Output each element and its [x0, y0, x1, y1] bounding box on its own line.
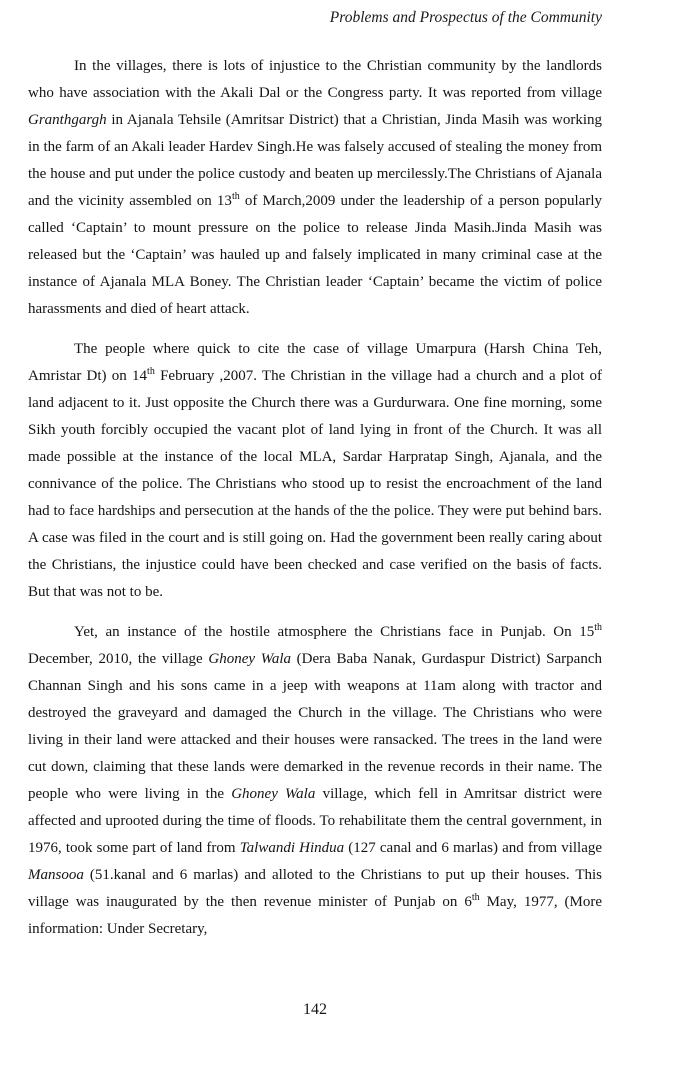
paragraph — [28, 53, 602, 323]
document-page — [28, 8, 602, 943]
paragraph — [28, 336, 602, 606]
paragraph — [28, 619, 602, 943]
text-run: (Dera Baba Nanak, Gurdaspur District) Sarpanch Channan Singh and his sons came in a jeep with weapons at 11am along with tractor and destroyed the graveyard and damaged the Church in the village. The Christians who were living in their land were attacked and their houses were ransacked. The trees in the land were cut down, claiming that these lands were demarked in the revenue records in their name. The people who were living in the — [28, 651, 602, 802]
page-number: 142 — [303, 1001, 327, 1018]
text-run: December, 2010, the village — [28, 651, 209, 667]
italic-run: Talwandi Hindua — [239, 840, 345, 856]
italic-run: Ghoney Wala — [208, 651, 291, 667]
text-run: (51.kanal and 6 marlas) and alloted to the Christians to put up their houses. This village was inaugurated by the then revenue minister of Punjab on 6 — [28, 867, 602, 910]
text-run: The people where quick to cite the case of village Umarpura (Harsh China Teh, Amristar Dt) on 14 — [28, 341, 602, 384]
superscript-run: th — [147, 366, 155, 377]
text-run: February ,2007. The Christian in the village had a church and a plot of land adjacent to it. Just opposite the Church there was a Gurdurwara. One fine morning, some Sikh youth forcibly occupied the vacant plot of land lying in front of the Church. It was all made possible at the instance of the local MLA, Sardar Harpratap Singh, Ajanala, and the connivance of the police. The Christians who stood up to resist the encroachment of the land had to face hardships and persecution at the hands of the the police. They were put behind bars. A case was filed in the court and is still going on. Had the government been really caring about the Christians, the injustice could have been checked and case verified on the basis of facts. But that was not to be. — [28, 368, 602, 600]
text-run: in Ajanala Tehsile (Amritsar District) that a Christian, Jinda Masih was working in the farm of an Akali leader Hardev Singh.He was falsely accused of stealing the money from the house and put under the police custody and beaten up mercilessly.The Christians of Ajanala and the vicinity assembled on 13 — [28, 112, 602, 209]
superscript-run: th — [231, 191, 240, 202]
italic-run: Ghoney Wala — [231, 786, 316, 802]
text-run: village, which fell in Amritsar district were affected and uprooted during the time of floods. To rehabilitate them the central government, in 1976, took some part of land from — [28, 786, 602, 856]
italic-run: Mansooa — [28, 867, 84, 883]
running-header: Problems and Prospectus of the Community — [329, 9, 602, 26]
superscript-run: th — [471, 892, 480, 903]
text-run: In the villages, there is lots of injustice to the Christian community by the landlords who have association with the Akali Dal or the Congress party. It was reported from village — [28, 58, 602, 101]
superscript-run: th — [594, 622, 602, 633]
text-run: of March,2009 under the leadership of a person popularly called ‘Captain’ to mount pressure on the police to release Jinda Masih.Jinda Masih was released but the ‘Captain’ was hauled up and falsely implicated in many criminal case at the instance of Ajanala MLA Boney. The Christian leader ‘Captain’ became the victim of police harassments and died of heart attack. — [28, 193, 602, 317]
body-text — [28, 53, 602, 943]
text-run: Yet, an instance of the hostile atmosphere the Christians face in Punjab. On 15 — [74, 624, 595, 640]
italic-run: Granthgargh — [28, 112, 107, 128]
text-run: (127 canal and 6 marlas) and from village — [344, 840, 603, 856]
text-run: May, 1977, (More information: Under Secretary, — [28, 894, 602, 937]
